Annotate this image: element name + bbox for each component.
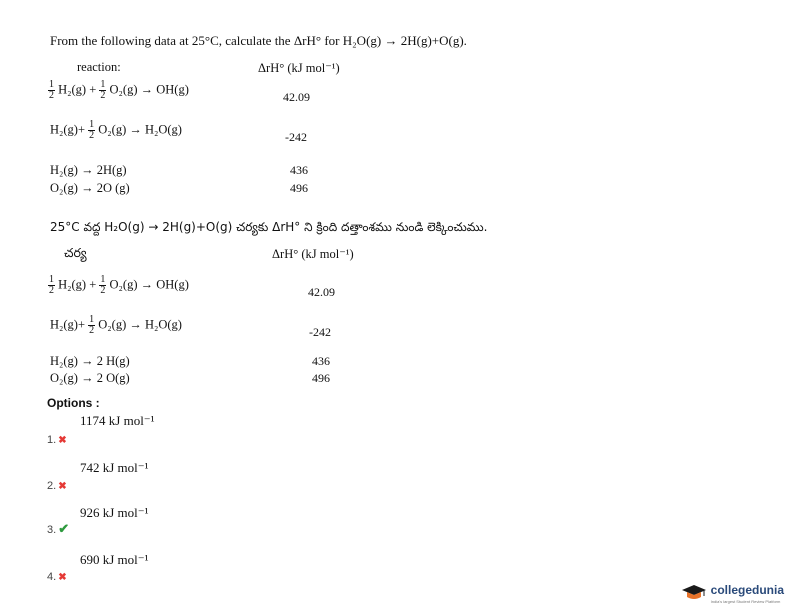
reaction-value: 496 bbox=[312, 371, 330, 385]
option-number: 3. bbox=[47, 524, 57, 536]
reaction-header: చర్య bbox=[64, 245, 87, 260]
fraction-half: $\frac{1}{2}$ bbox=[89, 119, 95, 141]
option-number: 1. bbox=[47, 434, 57, 446]
fraction-half: $\frac{1}{2}$ bbox=[100, 274, 106, 296]
option-text: 742 kJ mol⁻¹ bbox=[80, 460, 149, 475]
check-icon: ✔ bbox=[58, 521, 70, 536]
option-1[interactable] bbox=[47, 430, 67, 448]
options-label: Options : bbox=[47, 396, 100, 410]
reaction-row bbox=[48, 80, 189, 101]
logo-tagline: India's largest Student Review Platform bbox=[710, 599, 781, 604]
fraction-half: $\frac{1}{2}$ bbox=[49, 274, 54, 296]
reaction-part: O₂(g) → OH(g) bbox=[109, 277, 189, 292]
reaction-value: 436 bbox=[290, 163, 308, 177]
option-text: 690 kJ mol⁻¹ bbox=[80, 552, 149, 567]
reaction-value: 436 bbox=[312, 354, 330, 368]
option-2[interactable] bbox=[47, 476, 67, 494]
reaction-row bbox=[48, 275, 189, 296]
reaction-row bbox=[50, 315, 182, 336]
option-3[interactable] bbox=[47, 520, 69, 538]
wrong-icon: ✖ bbox=[58, 481, 67, 492]
option-number: 2. bbox=[47, 480, 57, 492]
option-text: 926 kJ mol⁻¹ bbox=[80, 505, 149, 520]
collegedunia-logo bbox=[681, 581, 784, 604]
reaction-row: O₂(g) → 2 O(g) bbox=[50, 371, 130, 385]
reaction-part: H₂(g) + bbox=[58, 277, 97, 292]
reaction-value: 496 bbox=[290, 181, 308, 195]
option-text: 1174 kJ mol⁻¹ bbox=[80, 413, 155, 428]
fraction-half: $\frac{1}{2}$ bbox=[49, 79, 54, 101]
reaction-part: O₂(g) → H₂O(g) bbox=[98, 317, 182, 332]
reaction-part: H₂(g) + bbox=[58, 82, 97, 97]
reaction-part: O₂(g) → OH(g) bbox=[109, 82, 189, 97]
logo-text: collegedunia bbox=[710, 583, 784, 597]
reaction-row: O₂(g) → 2O (g) bbox=[50, 181, 130, 195]
question-telugu: 25°C వద్ద H₂O(g) → 2H(g)+O(g) చర్యకు ΔrH° ని క్రింది దత్తాంశము నుండి లెక్కించుము. bbox=[50, 220, 488, 234]
reaction-row: H₂(g) → 2H(g) bbox=[50, 163, 127, 177]
fraction-half: $\frac{1}{2}$ bbox=[89, 314, 95, 336]
option-4[interactable] bbox=[47, 567, 67, 585]
reaction-part: H₂(g)+ bbox=[50, 122, 86, 137]
enthalpy-header: ΔrH° (kJ mol⁻¹) bbox=[258, 61, 340, 75]
reaction-part: H₂(g)+ bbox=[50, 317, 86, 332]
wrong-icon: ✖ bbox=[58, 572, 67, 583]
reaction-row: H₂(g) → 2 H(g) bbox=[50, 354, 130, 368]
wrong-icon: ✖ bbox=[58, 435, 67, 446]
option-number: 4. bbox=[47, 571, 57, 583]
enthalpy-header: ΔrH° (kJ mol⁻¹) bbox=[272, 247, 354, 261]
fraction-half: $\frac{1}{2}$ bbox=[100, 79, 106, 101]
question-english: From the following data at 25°C, calculate the ΔrH° for H₂O(g) → 2H(g)+O(g). bbox=[50, 33, 467, 48]
reaction-value: -242 bbox=[285, 130, 307, 144]
reaction-header: reaction: bbox=[77, 60, 121, 74]
reaction-value: 42.09 bbox=[283, 90, 310, 104]
reaction-value: 42.09 bbox=[308, 285, 335, 299]
reaction-row bbox=[50, 120, 182, 141]
reaction-value: -242 bbox=[309, 325, 331, 339]
reaction-part: O₂(g) → H₂O(g) bbox=[98, 122, 182, 137]
graduation-cap-icon bbox=[681, 584, 707, 602]
